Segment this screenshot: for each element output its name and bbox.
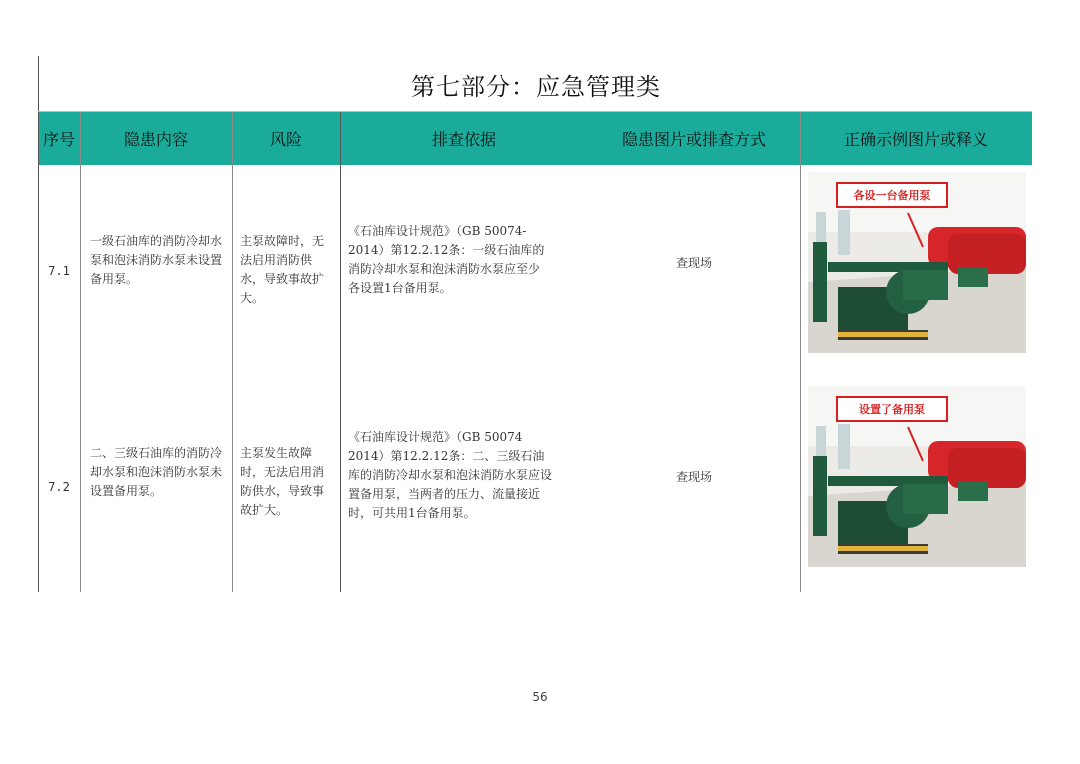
column-header-seq: 序号 bbox=[42, 130, 75, 149]
page-title: 第七部分：应急管理类 bbox=[411, 72, 661, 101]
row-method: 查现场 bbox=[675, 256, 712, 270]
table-header bbox=[38, 112, 1032, 165]
example-photo bbox=[808, 386, 1026, 567]
column-header-content: 隐患内容 bbox=[123, 130, 188, 149]
column-header-risk: 风险 bbox=[269, 130, 302, 149]
row-risk: 主泵发生故障时，无法启用消防供水，导致事故扩大。 bbox=[240, 446, 325, 517]
row-content: 二、三级石油库的消防冷却水泵和泡沫消防水泵未设置备用泵。 bbox=[90, 446, 223, 498]
column-divider bbox=[800, 112, 801, 592]
column-divider bbox=[232, 112, 233, 592]
example-photo bbox=[808, 172, 1026, 353]
column-header-method: 隐患图片或排查方式 bbox=[621, 130, 766, 149]
table-left-border bbox=[38, 56, 39, 592]
row-content: 一级石油库的消防冷却水泵和泡沫消防水泵未设置备用泵。 bbox=[90, 234, 223, 286]
page-number: 56 bbox=[532, 690, 548, 704]
row-basis: 《石油库设计规范》（GB 50074 2014）第12.2.12条：二、三级石油库的消防冷却水泵和泡沫消防水泵应设置备用泵，当两者的压力、流量接近时，可共用1台备用泵。 bbox=[348, 430, 553, 520]
callout-label: 各设一台备用泵 bbox=[836, 182, 948, 208]
column-header-example: 正确示例图片或释义 bbox=[843, 130, 988, 149]
column-divider bbox=[340, 112, 341, 592]
row-method: 查现场 bbox=[675, 470, 712, 484]
row-risk: 主泵故障时，无法启用消防供水，导致事故扩大。 bbox=[240, 234, 325, 305]
callout-label: 设置了备用泵 bbox=[836, 396, 948, 422]
row-seq: 7.1 bbox=[48, 264, 70, 278]
row-basis: 《石油库设计规范》（GB 50074-2014）第12.2.12条：一级石油库的消防冷却水泵和泡沫消防水泵应至少各设置1台备用泵。 bbox=[348, 224, 545, 295]
column-header-basis: 排查依据 bbox=[431, 130, 496, 149]
column-divider bbox=[80, 112, 81, 592]
row-seq: 7.2 bbox=[48, 480, 70, 494]
title-divider bbox=[38, 111, 1032, 112]
